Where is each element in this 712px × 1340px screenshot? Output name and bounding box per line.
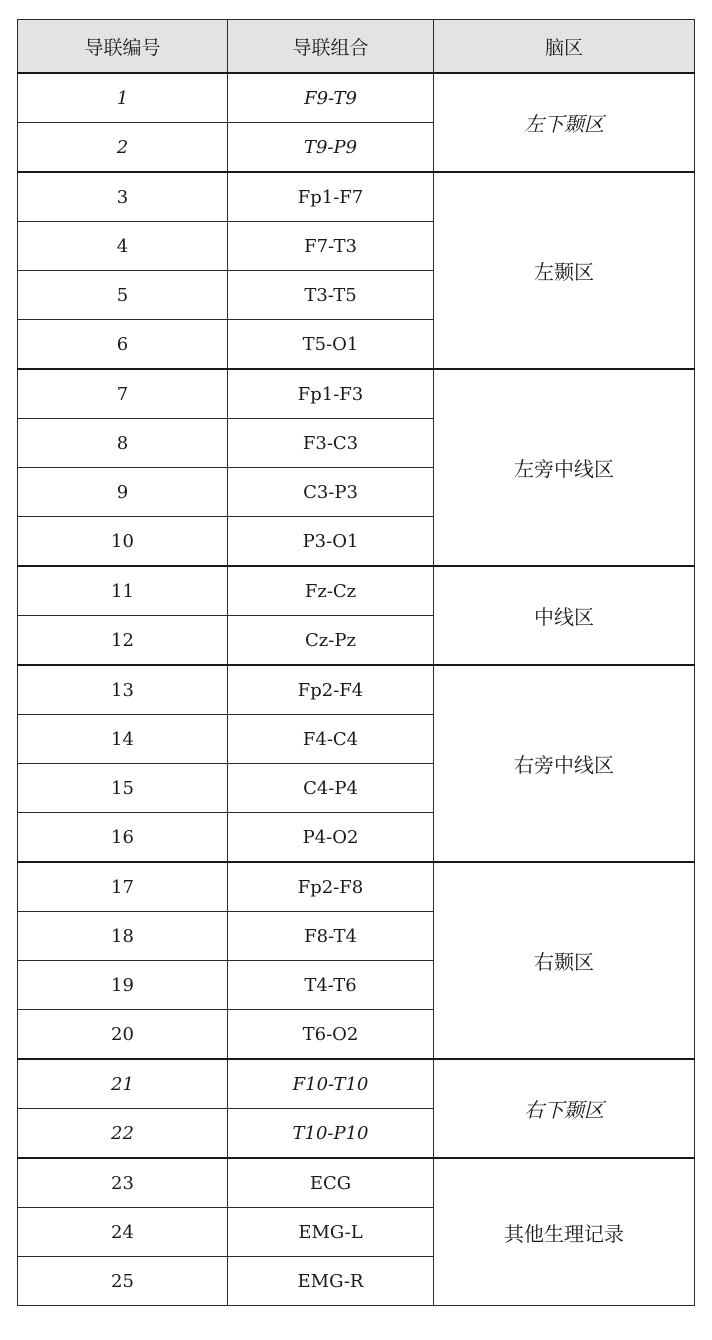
brain-region-cell: 其他生理记录	[434, 1158, 695, 1306]
header-brain-region: 脑区	[434, 20, 695, 74]
brain-region-cell: 左旁中线区	[434, 369, 695, 566]
lead-number-cell: 21	[18, 1059, 228, 1109]
lead-combination-cell: Fp2-F4	[228, 665, 434, 715]
lead-number-cell: 22	[18, 1109, 228, 1159]
lead-number-cell: 19	[18, 961, 228, 1010]
table-row	[18, 862, 695, 912]
lead-combination-cell: P3-O1	[228, 517, 434, 567]
brain-region-cell: 右颞区	[434, 862, 695, 1059]
lead-combination-cell: C3-P3	[228, 468, 434, 517]
lead-number-cell: 11	[18, 566, 228, 616]
brain-region-cell: 左下颞区	[434, 73, 695, 172]
table-row	[18, 172, 695, 222]
lead-number-cell: 15	[18, 764, 228, 813]
lead-combination-cell: ECG	[228, 1158, 434, 1208]
lead-number-cell: 24	[18, 1208, 228, 1257]
lead-number-cell: 3	[18, 172, 228, 222]
lead-combination-cell: Fz-Cz	[228, 566, 434, 616]
table-body	[18, 73, 695, 1306]
lead-table	[17, 19, 695, 1306]
lead-combination-cell: Fp1-F3	[228, 369, 434, 419]
lead-combination-cell: C4-P4	[228, 764, 434, 813]
lead-combination-cell: T3-T5	[228, 271, 434, 320]
lead-combination-cell: Fp2-F8	[228, 862, 434, 912]
lead-combination-cell: Cz-Pz	[228, 616, 434, 666]
lead-number-cell: 23	[18, 1158, 228, 1208]
lead-combination-cell: T10-P10	[228, 1109, 434, 1159]
table-row	[18, 73, 695, 123]
lead-number-cell: 8	[18, 419, 228, 468]
lead-number-cell: 4	[18, 222, 228, 271]
lead-number-cell: 18	[18, 912, 228, 961]
lead-combination-cell: T6-O2	[228, 1010, 434, 1060]
lead-combination-cell: EMG-L	[228, 1208, 434, 1257]
lead-number-cell: 13	[18, 665, 228, 715]
lead-combination-cell: P4-O2	[228, 813, 434, 863]
lead-number-cell: 20	[18, 1010, 228, 1060]
brain-region-cell: 中线区	[434, 566, 695, 665]
lead-combination-cell: F8-T4	[228, 912, 434, 961]
lead-combination-cell: F9-T9	[228, 73, 434, 123]
lead-number-cell: 17	[18, 862, 228, 912]
header-lead-number: 导联编号	[18, 20, 228, 74]
lead-number-cell: 14	[18, 715, 228, 764]
lead-combination-cell: F4-C4	[228, 715, 434, 764]
lead-number-cell: 6	[18, 320, 228, 370]
lead-number-cell: 25	[18, 1257, 228, 1306]
lead-combination-cell: T5-O1	[228, 320, 434, 370]
table-row	[18, 665, 695, 715]
lead-combination-cell: EMG-R	[228, 1257, 434, 1306]
lead-number-cell: 10	[18, 517, 228, 567]
header-row	[18, 20, 695, 74]
table-row	[18, 369, 695, 419]
lead-number-cell: 12	[18, 616, 228, 666]
lead-combination-cell: F7-T3	[228, 222, 434, 271]
brain-region-cell: 右下颞区	[434, 1059, 695, 1158]
lead-number-cell: 9	[18, 468, 228, 517]
table-row	[18, 1059, 695, 1109]
header-lead-combination: 导联组合	[228, 20, 434, 74]
lead-number-cell: 1	[18, 73, 228, 123]
lead-number-cell: 5	[18, 271, 228, 320]
lead-number-cell: 16	[18, 813, 228, 863]
lead-combination-cell: Fp1-F7	[228, 172, 434, 222]
table-header	[18, 20, 695, 74]
lead-combination-cell: F10-T10	[228, 1059, 434, 1109]
lead-combination-cell: F3-C3	[228, 419, 434, 468]
lead-combination-cell: T9-P9	[228, 123, 434, 173]
lead-combination-cell: T4-T6	[228, 961, 434, 1010]
brain-region-cell: 左颞区	[434, 172, 695, 369]
lead-number-cell: 2	[18, 123, 228, 173]
table-row	[18, 566, 695, 616]
table-row	[18, 1158, 695, 1208]
lead-number-cell: 7	[18, 369, 228, 419]
brain-region-cell: 右旁中线区	[434, 665, 695, 862]
